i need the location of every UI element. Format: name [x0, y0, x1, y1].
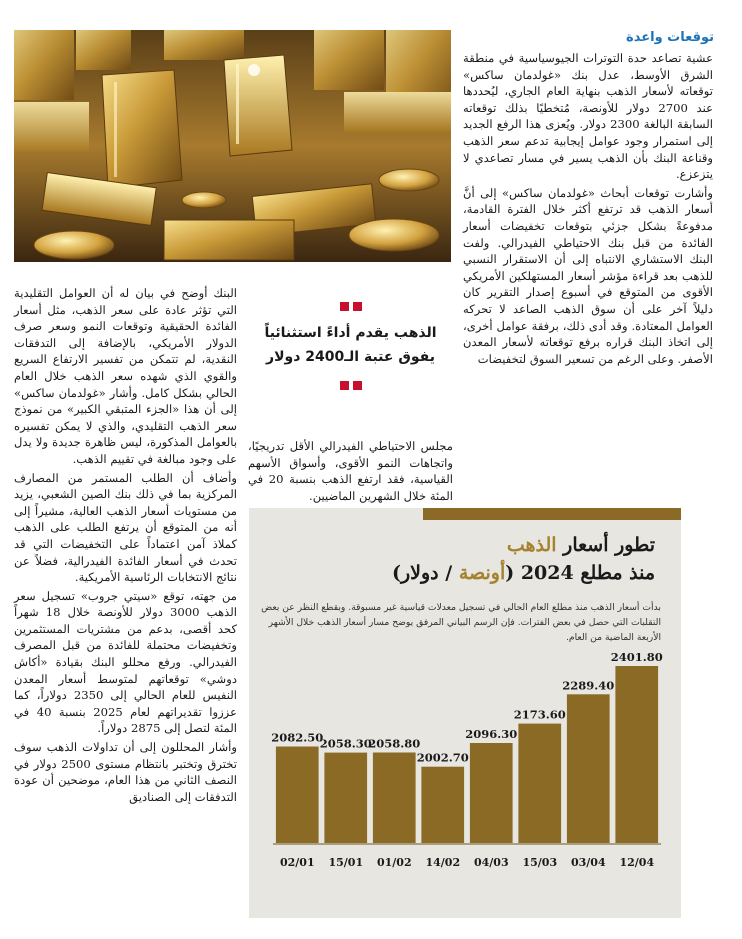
paragraph: من جهته، توقع «سيتي جروب» تسجيل سعر الذهب 3000 دولار للأونصة خلال 18 شهراً كحد أقصى، بدعم من مشتريات المستثمرين وتخفيضات محتملة للفائدة من قبل المصرف الفيدرالي. ورفع محللو البنك بقيادة «أكاش دوشي» توقعاتهم لمتوسط أسعار المعدن النفيس للعام الحالي إلى 2350 دولاراً، كما عززوا تقديراتهم لعام 2025 بنسبة 40 في المئة لتصل إلى 2875 دولاراً.: [14, 588, 238, 736]
chart-value-label: 2096.30: [465, 727, 518, 741]
gold-price-chart-panel: [249, 508, 681, 918]
chart-value-label: 2058.80: [368, 736, 421, 751]
red-square-icon: [340, 381, 349, 390]
chart-subtitle-part: / دولار): [392, 562, 459, 584]
chart-title-part: تطور أسعار: [556, 534, 655, 556]
paragraph: عشية تصاعد حدة التوترات الجيوسياسية في منطقة الشرق الأوسط، عدل بنك «غولدمان ساكس» توقعاته لأسعار الذهب بنهاية العام الجاري، ليُحددها عند 2700 دولار للأونصة، مُتخطيًا بذلك توقعاته السابقة البالغة 2300 دولار. ويُعزى هذا الرفع الجديد إلى استمرار وجود عوامل إيجابية تدعم سعر الذهب وقناعة البنك بأن الذهب يسير في مسار تصاعدي لا يتزعزع.: [463, 51, 714, 182]
chart-category-label: 04/03: [473, 856, 509, 869]
chart-category-label: 02/01: [279, 856, 315, 869]
paragraph: وأشارت توقعات أبحاث «غولدمان ساكس» إلى أنَّ أسعار الذهب قد ترتفع أكثر خلال الفترة القادمة، مدفوعةً بشكل جزئي بتوقعات تخفيضات أسعار الفائدة من قبل بنك الاحتياطي الفيدرالي. ولفت البنك الاستشاري الانتباه إلى أن الاستقرار النسبي للذهب بعد قراءة مؤشر أسعار المستهلكين الأمريكي الأقوى من المتوقع في أسبوع إصدار التقرير كان دليلاً آخر على أن سوق الذهب الصاعد لا تحركه العوامل المعتادة. وقد أدى ذلك، برفقة عوامل أخرى، إلى اتخاذ البنك قراره برفع توقعاته لأسعار المعدن الأصفر. وعلى الرغم من تسعير السوق لتخفيضات: [463, 185, 713, 366]
chart-bar: [276, 747, 319, 844]
paragraph: وأشار المحللون إلى أن تداولات الذهب سوف تخترق وتختبر بانتظام مستوى 2500 دولار في النصف الثاني من هذا العام، موضحين أن عودة التدفقات إلى الصناديق: [14, 740, 237, 804]
chart-bar: [421, 767, 464, 843]
chart-subtitle-highlight: أونصة: [458, 562, 506, 584]
paragraph: وأضاف أن الطلب المستمر من المصارف المركزية بما في ذلك بنك الصين الشعبي، يزيد من مستويات أسعار الذهب العالية، مشيراً إلى أنه من المتوقع أن يرتفع الطلب على الذهب كملاذ آمن اعتماداً على التخفيضات التي قد تحدث في أسعار الفائدة الفيدرالية، فضلاً عن نتائج الانتخابات الرئاسية الأمريكية.: [14, 470, 237, 585]
chart-description: بدأت أسعار الذهب منذ مطلع العام الحالي في تسجيل معدلات قياسية غير مسبوقة. وبقطع النظر عن بعض التقلبات التي حصل في بعض الفترات. فإن الرسم البياني المرفق يوضح مسار أسعار الذهب خلال الأشهر الأربعة الماضية من العام.: [261, 602, 661, 643]
quote-marker-top: [248, 296, 453, 315]
chart-bar: [324, 753, 367, 843]
paragraph: مجلس الاحتياطي الفيدرالي الأقل تدريجيًا، واتجاهات النمو الأقوى، وأسواق الأسهم القياسية، فقد ارتفع الذهب بنسبة 20 في المئة خلال الشهرين الماضيين.: [248, 439, 453, 503]
chart-category-label: 03/04: [570, 856, 606, 869]
chart-title-highlight: الذهب: [506, 534, 557, 556]
article-column-middle: [248, 438, 453, 506]
pull-quote-box: [248, 296, 453, 394]
chart-value-label: 2058.30: [319, 736, 372, 751]
gold-bars-photo: [14, 30, 451, 262]
chart-value-label: 2401.80: [610, 650, 663, 664]
article-column-right: [463, 50, 713, 369]
chart-bar: [615, 666, 658, 843]
paragraph: البنك أوضح في بيان له أن العوامل التقليدية التي تؤثر عادة على سعر الذهب، مثل أسعار الفائدة الحقيقية وتوقعات النمو وسعر صرف الدولار الأمريكي، بالإضافة إلى التدفقات النقدية، لم تتمكن من تفسير الارتفاع السريع والقوي الذي شهده سعر الذهب خلال العام الحالي بشكل كامل. وأشار «غولدمان ساكس» إلى أن هذا «الجزء المتبقي الكبير» من نموذج سعر الذهب التقليدي، والذي لا يمكن تفسيره بالعوامل المذكورة، ليس ظاهرة جديدة ولا يدل على وجود مبالغة في تقييم الذهب.: [14, 286, 237, 466]
section-title: توقعات واعدة: [626, 30, 714, 45]
chart-category-label: 01/02: [376, 856, 412, 869]
chart-category-label: 14/02: [425, 856, 461, 869]
chart-bar: [373, 753, 416, 844]
chart-value-label: 2289.40: [562, 678, 615, 693]
red-square-icon: [340, 302, 349, 311]
chart-bar: [567, 694, 610, 843]
bar-chart: [249, 508, 681, 918]
chart-category-label: 15/03: [522, 856, 558, 869]
chart-category-label: 15/01: [328, 856, 364, 869]
chart-value-label: 2173.60: [513, 707, 566, 722]
chart-bar: [518, 724, 561, 843]
pull-quote-line: الذهب يقدم أداءً استثنائياً: [264, 325, 437, 341]
chart-subtitle-part: منذ مطلع 2024 (: [505, 562, 655, 584]
chart-value-label: 2002.70: [416, 750, 469, 765]
article-column-left: [14, 285, 237, 807]
chart-bar: [470, 743, 513, 843]
quote-marker-bottom: [248, 375, 453, 394]
chart-category-label: 12/04: [619, 856, 655, 869]
red-square-icon: [353, 381, 362, 390]
pull-quote: [248, 321, 453, 369]
chart-value-label: 2082.50: [271, 730, 324, 745]
red-square-icon: [353, 302, 362, 311]
pull-quote-line: يفوق عتبة الـ2400 دولار: [266, 349, 435, 365]
